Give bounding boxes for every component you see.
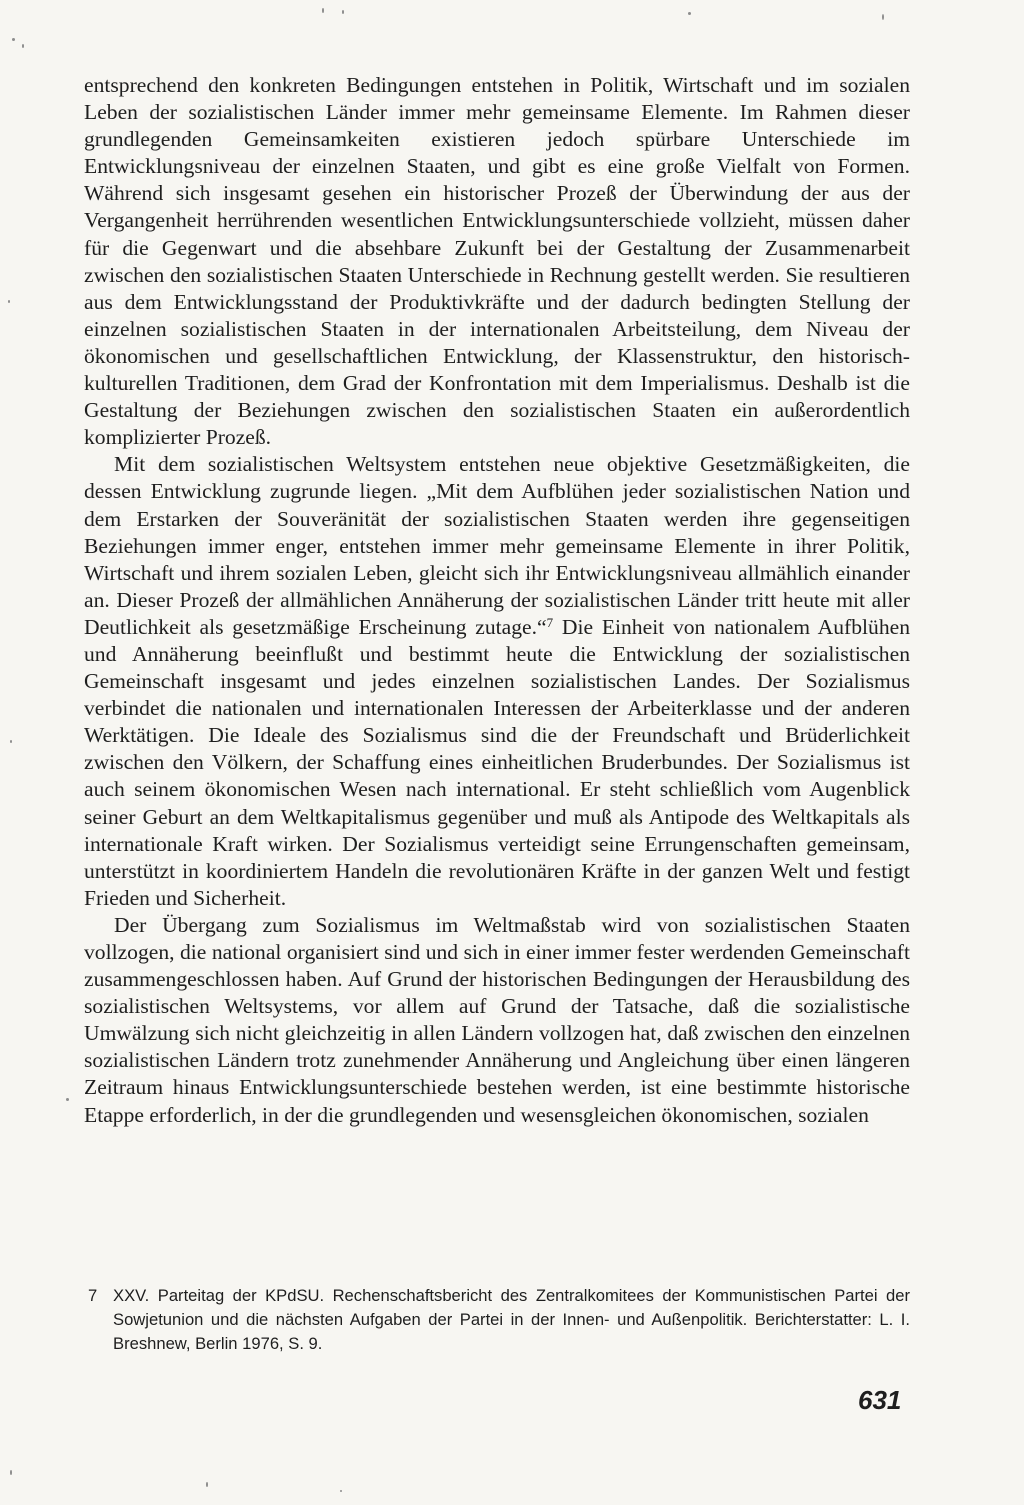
body-text [84,72,910,1129]
scan-speck [882,14,884,20]
paragraph-3: Der Übergang zum Sozialismus im Weltmaßstab wird von sozialistischen Staaten vollzogen, die national organisiert sind und sich in einer immer fester werdenden Gemeinschaft zusammengeschlossen haben. Auf Grund der historischen Bedingungen der Herausbildung des sozialistischen Weltsystems, vor allem auf Grund der Tatsache, daß die sozialistische Umwälzung sich nicht gleichzeitig in allen Ländern vollzogen hat, daß zwischen den einzelnen sozialistischen Ländern trotz zunehmender Annäherung und Angleichung über einen längeren Zeitraum hinaus Entwicklungsunterschiede bestehen werden, ist eine bestimmte historische Etappe erforderlich, in der die grundlegenden und wesensgleichen ökonomischen, sozialen [84,912,910,1127]
scan-speck [12,38,15,41]
scan-speck [342,10,344,14]
scan-speck [8,300,10,303]
paragraph-2-quote: Mit dem sozialistischen Weltsystem entstehen neue objektive Gesetzmäßigkeiten, die dessen Entwicklung zugrunde liegen. „Mit dem Aufblühen jeder sozialistischen Nation und dem Erstarken der Souveränität der sozialistischen Staaten werden ihre gegenseitigen Beziehungen immer enger, entstehen immer mehr gemeinsame Elemente in ihrer Politik, Wirtschaft und ihrem sozialen Leben, gleicht sich ihr Entwicklungsniveau allmählich einander an. Dieser Prozeß der allmählichen Annäherung der sozialistischen Länder tritt heute mit aller Deutlichkeit als gesetzmäßige Erscheinung zutage.“ [84,452,910,639]
paragraph-1: entsprechend den konkreten Bedingungen entstehen in Politik, Wirtschaft und im sozialen Leben der sozialistischen Länder immer mehr gemeinsame Elemente. Im Rahmen dieser grundlegenden Gemeinsamkeiten existieren jedoch spürbare Unterschiede im Entwicklungsniveau der einzelnen Staaten, und gibt es eine große Vielfalt von Formen. Während sich insgesamt gesehen ein historischer Prozeß der Überwindung der aus der Vergangenheit herrührenden wesentlichen Entwicklungsunterschiede vollzieht, müssen daher für die Gegenwart und die absehbare Zukunft bei der Gestaltung der Zusammenarbeit zwischen den sozialistischen Staaten Unterschiede in Rechnung gestellt werden. Sie resultieren aus dem Entwicklungsstand der Produktivkräfte und der dadurch bedingten Stellung der einzelnen sozialistischen Staaten in der internationalen Arbeitsteilung, dem Niveau der ökonomischen und gesellschaftlichen Entwicklung, der Klassenstruktur, den historisch-kulturellen Traditionen, dem Grad der Konfrontation mit dem Imperialismus. Deshalb ist die Gestaltung der Beziehungen zwischen den sozialistischen Staaten ein außerordentlich komplizierter Prozeß. [84,73,910,450]
scan-speck [206,1482,208,1487]
scan-speck [322,8,324,13]
scan-speck [10,740,12,743]
scan-speck [10,1470,12,1475]
footnote-text: XXV. Parteitag der KPdSU. Rechenschaftsbericht des Zentralkomitees der Kommunistischen Partei der Sowjetunion und die nächsten Aufgaben der Partei in der Innen- und Außenpolitik. Berichterstatter: L. I. Breshnew, Berlin 1976, S. 9. [113,1286,910,1353]
scan-speck [66,1098,69,1101]
paragraph-2 [84,451,910,912]
footnote-number: 7 [88,1286,98,1305]
footnote [84,1284,910,1355]
footnote-reference[interactable]: 7 [546,614,554,630]
page-number: 631 [858,1385,902,1415]
scan-speck [688,12,691,15]
paragraph-2-continuation: Die Einheit von nationalem Aufblühen und Annäherung beeinflußt und bestimmt heute die Entwicklung der sozialistischen Gemeinschaft insgesamt und jedes einzelnen sozialistischen Landes. Der Sozialismus verbindet die nationalen und internationalen Interessen der Arbeiterklasse und der anderen Werktätigen. Die Ideale des Sozialismus sind die der Freundschaft und Brüderlichkeit zwischen den Völkern, der Schaffung eines einheitlichen Bruderbundes. Der Sozialismus ist auch seinem ökonomischen Wesen nach international. Er steht schließlich vom Augenblick seiner Geburt an dem Weltkapitalismus gegenüber und muß als Antipode des Weltkapitals als internationale Kraft wirken. Der Sozialismus verteidigt seine Errungenschaften gemeinsam, unterstützt in koordiniertem Handeln die revolutionären Kräfte in der ganzen Welt und festigt Frieden und Sicherheit. [84,614,910,910]
scan-speck [340,1490,342,1492]
scan-speck [22,44,24,48]
